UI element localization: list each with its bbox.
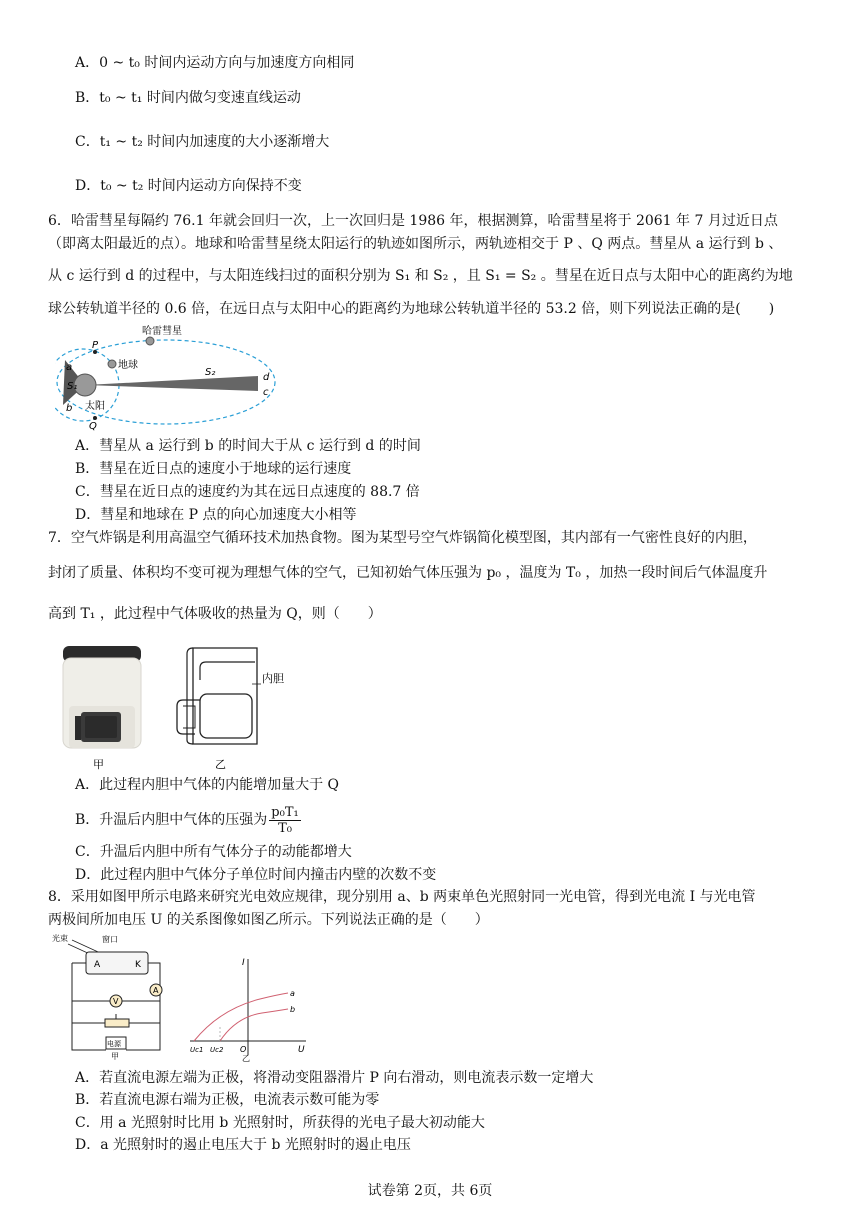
svg-text:a: a xyxy=(290,989,295,998)
sun-label: 太阳 xyxy=(85,401,105,412)
s2-area xyxy=(85,376,258,391)
inner-pot xyxy=(200,694,252,738)
svg-text:Q: Q xyxy=(89,421,97,432)
fraction-denominator: T₀ xyxy=(278,820,292,836)
inner-pot-label: 内胆 xyxy=(262,672,284,685)
q7-option-a: A．此过程内胆中气体的内能增加量大于 Q xyxy=(75,777,340,793)
svg-text:甲: 甲 xyxy=(111,1052,119,1061)
svg-text:乙: 乙 xyxy=(242,1054,250,1063)
page-footer: 试卷第 2页，共 6页 xyxy=(367,1183,493,1199)
q8-option-b: B．若直流电源右端为正极，电流表示数可能为零 xyxy=(75,1092,380,1108)
earth-icon xyxy=(108,360,116,368)
earth-label: 地球 xyxy=(118,360,138,371)
svg-text:I: I xyxy=(242,958,245,968)
q5-option-a: A．0 ~ t₀ 时间内运动方向与加速度方向相同 xyxy=(75,55,355,71)
svg-text:c: c xyxy=(263,387,269,398)
svg-text:O: O xyxy=(240,1045,247,1054)
q8-stem-line-1: 8．采用如图甲所示电路来研究光电效应规律，现分别用 a、b 两束单色光照射同一光电管，得到光电流 I 与光电管 xyxy=(48,889,756,905)
figure-jia-label: 甲 xyxy=(93,758,104,770)
svg-text:K: K xyxy=(135,960,141,970)
q5-option-b: B．t₀ ~ t₁ 时间内做匀变速直线运动 xyxy=(75,90,301,106)
svg-text:Uc2: Uc2 xyxy=(210,1046,224,1054)
svg-text:A: A xyxy=(153,986,159,995)
svg-text:S₁: S₁ xyxy=(67,381,78,392)
q6-option-c: C．彗星在近日点的速度约为其在远日点速度的 88.7 倍 xyxy=(75,484,420,500)
q6-orbit-figure xyxy=(55,325,280,433)
q8-option-d: D．a 光照射时的遏止电压大于 b 光照射时的遏止电压 xyxy=(75,1137,411,1153)
q8-iu-graph xyxy=(180,955,310,1063)
figure-yi-label: 乙 xyxy=(215,758,226,770)
svg-text:A: A xyxy=(94,960,101,970)
q8-stem-line-2: 两极间所加电压 U 的关系图像如图乙所示。下列说法正确的是（ ） xyxy=(48,912,489,928)
curve-b xyxy=(220,1009,288,1041)
svg-text:窗口: 窗口 xyxy=(102,935,118,944)
q7-option-c: C．升温后内胆中所有气体分子的动能都增大 xyxy=(75,844,352,860)
comet-label: 哈雷彗星 xyxy=(142,326,182,337)
q8-circuit-figure xyxy=(50,932,175,1062)
fraction-numerator: p₀T₁ xyxy=(271,804,299,820)
q6-option-b: B．彗星在近日点的速度小于地球的运行速度 xyxy=(75,461,352,477)
q6-stem-line-3: 从 c 运行到 d 的过程中，与太阳连线扫过的面积分别为 S₁ 和 S₂ ，且 S₁ = S₂ 。彗星在近日点与太阳中心的距离约为地 xyxy=(48,268,793,284)
svg-text:d: d xyxy=(263,372,270,383)
svg-text:b: b xyxy=(66,403,73,414)
svg-text:U: U xyxy=(298,1045,305,1055)
rheostat xyxy=(105,1019,129,1027)
q8-option-c: C．用 a 光照射时比用 b 光照射时，所获得的光电子最大初动能大 xyxy=(75,1115,485,1131)
q6-option-d: D．彗星和地球在 P 点的向心加速度大小相等 xyxy=(75,507,357,523)
svg-text:a: a xyxy=(66,362,73,373)
q7-stem-line-2: 封闭了质量、体积均不变可视为理想气体的空气，已知初始气体压强为 p₀ ，温度为 T₀ ，加热一段时间后气体温度升 xyxy=(48,565,768,581)
q7-option-d: D．此过程内胆中气体分子单位时间内撞击内壁的次数不变 xyxy=(75,867,437,883)
q7-stem-line-1: 7．空气炸锅是利用高温空气循环技术加热食物。图为某型号空气炸锅简化模型图，其内部有一气密性良好的内胆， xyxy=(48,530,757,546)
q8-option-a: A．若直流电源左端为正极，将滑动变阻器滑片 P 向右滑动，则电流表示数一定增大 xyxy=(75,1070,594,1086)
q6-stem-line-2: （即离太阳最近的点）。地球和哈雷彗星绕太阳运行的轨迹如图所示，两轨迹相交于 P 、Q 两点。彗星从 a 运行到 b 、 xyxy=(48,236,783,252)
fryer-handle-outline xyxy=(177,700,200,734)
svg-text:b: b xyxy=(290,1005,296,1014)
q7-air-fryer-figure xyxy=(55,640,305,770)
svg-text:电源: 电源 xyxy=(107,1040,121,1048)
q6-stem-line-1: 6．哈雷彗星每隔约 76.1 年就会回归一次，上一次回归是 1986 年，根据测算，哈雷彗星将于 2061 年 7 月过近日点 xyxy=(48,213,778,229)
svg-text:光束: 光束 xyxy=(52,934,68,943)
svg-text:P: P xyxy=(92,340,99,351)
curve-a xyxy=(194,993,288,1041)
q7-stem-line-3: 高到 T₁ ，此过程中气体吸收的热量为 Q，则（ ） xyxy=(48,606,382,622)
svg-text:Uc1: Uc1 xyxy=(190,1046,204,1054)
q7-option-b: B．升温后内胆中气体的压强为 $\frac{\text{p₀T₁}}{\text{T₀}}$ xyxy=(75,804,299,836)
comet-icon xyxy=(146,337,154,345)
svg-text:V: V xyxy=(113,997,119,1006)
q5-option-d: D．t₀ ~ t₂ 时间内运动方向保持不变 xyxy=(75,178,302,194)
q6-stem-line-4: 球公转轨道半径的 0.6 倍，在远日点与太阳中心的距离约为地球公转轨道半径的 53.2 倍，则下列说法正确的是( ) xyxy=(48,301,775,317)
q6-option-a: A．彗星从 a 运行到 b 的时间大于从 c 运行到 d 的时间 xyxy=(75,438,421,454)
svg-text:S₂: S₂ xyxy=(205,367,216,378)
q5-option-c: C．t₁ ~ t₂ 时间内加速度的大小逐渐增大 xyxy=(75,134,330,150)
